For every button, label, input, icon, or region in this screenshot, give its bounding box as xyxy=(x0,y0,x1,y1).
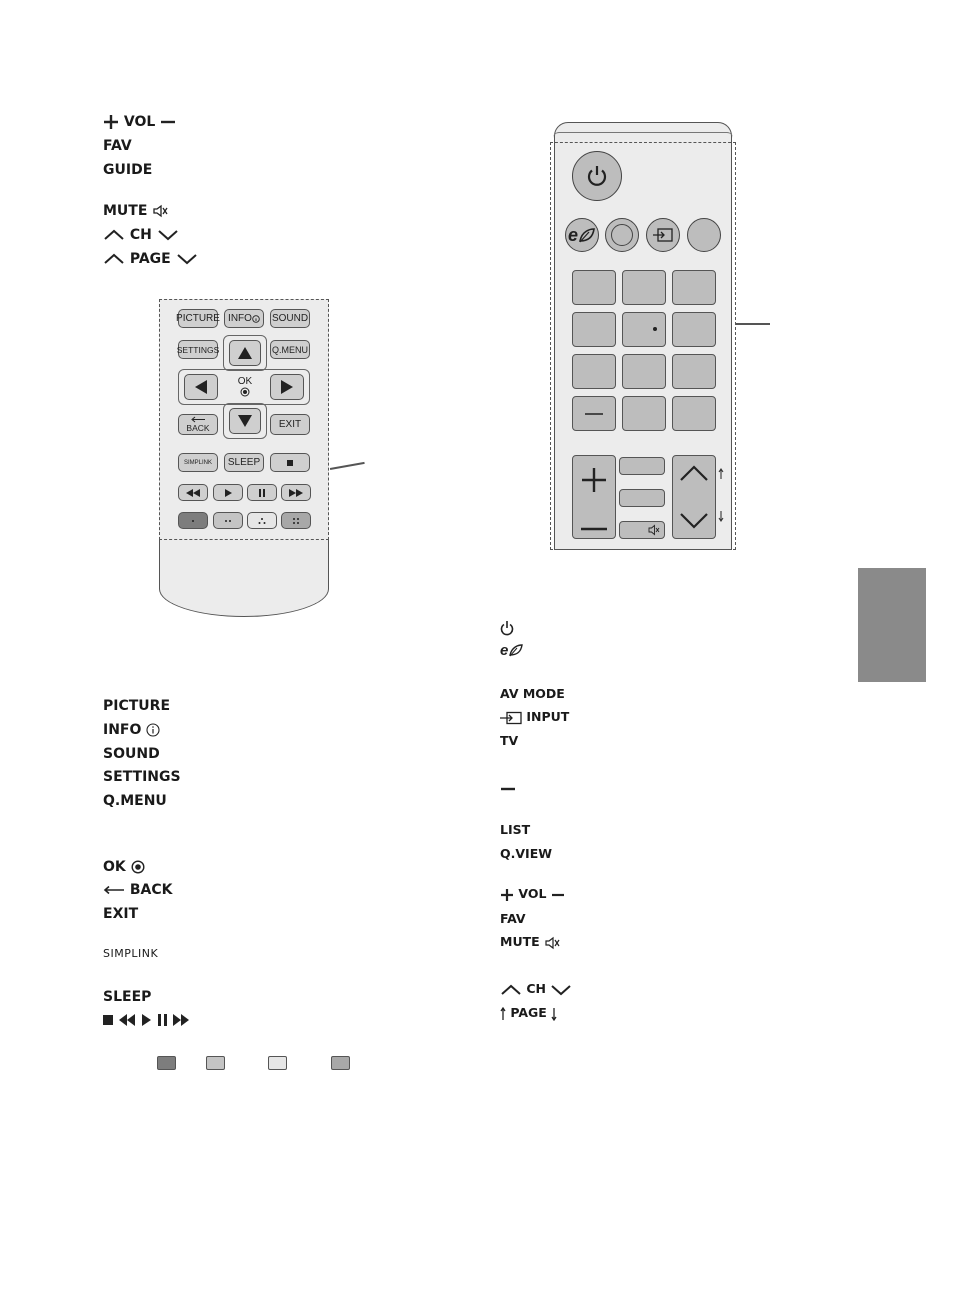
yellow-key-swatch xyxy=(268,1056,287,1070)
power-button[interactable] xyxy=(572,151,622,201)
page-label-row xyxy=(103,250,198,268)
chevron-up-icon xyxy=(500,983,522,997)
plus-icon xyxy=(500,888,514,902)
chevron-up-icon xyxy=(679,464,709,482)
qview-label: Q.VIEW xyxy=(500,846,553,861)
number-key-7[interactable] xyxy=(572,354,616,389)
remote-upper-illustration xyxy=(550,122,736,550)
number-key-0[interactable] xyxy=(622,396,666,431)
section-tab xyxy=(858,568,926,682)
number-key-1[interactable] xyxy=(572,270,616,305)
chevron-down-icon xyxy=(176,252,198,266)
dash-key[interactable] xyxy=(572,396,616,431)
input-label: INPUT xyxy=(526,709,570,724)
pause-button[interactable] xyxy=(247,484,277,501)
page-up-mark-icon xyxy=(718,468,724,480)
minus-icon xyxy=(580,526,608,532)
energy-saving-label-row xyxy=(500,640,524,658)
tv-button[interactable] xyxy=(687,218,721,252)
rewind-button[interactable] xyxy=(178,484,208,501)
svg-text:e: e xyxy=(568,225,579,245)
playback-controls-icon xyxy=(103,1013,191,1027)
yellow-button[interactable] xyxy=(247,512,277,529)
ok-label: OK xyxy=(103,859,126,875)
ok-button[interactable] xyxy=(229,373,261,401)
mute-icon xyxy=(544,935,560,951)
sleep-button[interactable]: SLEEP xyxy=(224,453,264,472)
picture-label: PICTURE xyxy=(103,698,171,714)
guide-label: GUIDE xyxy=(103,162,153,178)
ch-label: CH xyxy=(129,227,152,243)
right-arrow-button[interactable] xyxy=(270,374,304,400)
fav-key[interactable] xyxy=(619,489,665,507)
plus-icon xyxy=(103,114,119,130)
green-button[interactable] xyxy=(213,512,243,529)
page-down-mark-icon xyxy=(718,510,724,522)
play-icon xyxy=(224,489,232,497)
page-up-mark-icon xyxy=(500,1007,506,1021)
qmenu-label: Q.MENU xyxy=(103,793,167,809)
mute-label-row-right xyxy=(500,933,560,951)
ok-label-row xyxy=(103,858,145,876)
back-icon xyxy=(190,416,206,423)
sleep-label: SLEEP xyxy=(103,989,152,1005)
ok-icon xyxy=(240,387,250,397)
up-arrow-button[interactable] xyxy=(229,340,261,366)
number-key-6[interactable] xyxy=(672,312,716,347)
qview-key[interactable] xyxy=(619,457,665,475)
green-key-swatch xyxy=(206,1056,225,1070)
stop-icon xyxy=(286,459,294,467)
page-label-row-right xyxy=(500,1004,557,1022)
fast-forward-icon xyxy=(289,489,303,497)
triangle-up-icon xyxy=(237,346,253,360)
info-label: INFO xyxy=(103,722,142,738)
playback-icons-row xyxy=(103,1011,191,1029)
page-down-mark-icon xyxy=(551,1007,557,1021)
down-arrow-button[interactable] xyxy=(229,408,261,434)
chevron-down-icon xyxy=(679,512,709,530)
chevron-up-icon xyxy=(103,228,125,242)
fast-forward-button[interactable] xyxy=(281,484,311,501)
vol-label-row-right xyxy=(500,885,565,903)
pause-icon xyxy=(258,489,266,497)
page-label: PAGE xyxy=(129,251,171,267)
number-key-5[interactable] xyxy=(622,312,666,347)
stop-button[interactable] xyxy=(270,453,310,472)
callout-line xyxy=(736,323,770,325)
blue-button[interactable] xyxy=(281,512,311,529)
one-dot-icon xyxy=(188,518,198,524)
rewind-icon xyxy=(186,489,200,497)
exit-button[interactable]: EXIT xyxy=(270,414,310,435)
back-button[interactable] xyxy=(178,414,218,435)
mute-label: MUTE xyxy=(103,203,148,219)
red-button[interactable] xyxy=(178,512,208,529)
input-label-row xyxy=(500,708,569,726)
ok-icon xyxy=(131,860,145,874)
three-dots-icon xyxy=(257,517,267,525)
sound-button[interactable]: SOUND xyxy=(270,309,310,328)
info-button[interactable] xyxy=(224,309,264,328)
vol-label-row xyxy=(103,113,176,131)
simplink-button[interactable]: SIMPLINK xyxy=(178,453,218,472)
left-arrow-button[interactable] xyxy=(184,374,218,400)
fav-label: FAV xyxy=(103,138,132,154)
input-icon xyxy=(653,228,673,242)
tv-label: TV xyxy=(500,733,519,748)
energy-saving-button[interactable] xyxy=(565,218,599,252)
mute-label-row xyxy=(103,202,168,220)
info-button-label: INFO xyxy=(228,312,252,324)
triangle-left-icon xyxy=(194,379,208,395)
play-button[interactable] xyxy=(213,484,243,501)
energy-saving-icon xyxy=(568,225,596,245)
list-label: LIST xyxy=(500,822,531,837)
energy-saving-icon xyxy=(500,642,524,658)
info-icon xyxy=(252,315,260,323)
number-key-2[interactable] xyxy=(622,270,666,305)
number-key-8[interactable] xyxy=(622,354,666,389)
vol-label-right: VOL xyxy=(518,886,547,901)
mute-icon xyxy=(648,524,660,536)
triangle-down-icon xyxy=(237,414,253,428)
blue-key-swatch xyxy=(331,1056,350,1070)
page-label-right: PAGE xyxy=(510,1005,547,1020)
back-label: BACK xyxy=(129,882,173,898)
back-button-label: BACK xyxy=(186,423,210,433)
av-mode-button[interactable] xyxy=(605,218,639,252)
plus-icon xyxy=(580,466,608,494)
dash-icon xyxy=(584,412,604,416)
channel-rocker[interactable] xyxy=(672,455,716,539)
settings-button[interactable]: SETTINGS xyxy=(178,340,218,359)
ok-button-label: OK xyxy=(237,376,253,387)
mute-icon xyxy=(152,203,168,219)
volume-rocker[interactable] xyxy=(572,455,616,539)
info-icon xyxy=(146,723,160,737)
chevron-down-icon xyxy=(157,228,179,242)
input-button[interactable] xyxy=(646,218,680,252)
back-label-row xyxy=(103,881,173,899)
sound-label: SOUND xyxy=(103,746,160,762)
dash-label-row xyxy=(500,779,516,797)
ch-label-right: CH xyxy=(526,981,546,996)
settings-label: SETTINGS xyxy=(103,769,181,785)
exit-label: EXIT xyxy=(103,906,139,922)
dash-icon xyxy=(500,785,516,793)
simplink-label: SIMPLINK xyxy=(103,947,159,960)
simplink-label-row xyxy=(103,945,158,963)
triangle-right-icon xyxy=(280,379,294,395)
ch-label-row xyxy=(103,226,179,244)
circle-icon xyxy=(611,224,633,246)
red-key-swatch xyxy=(157,1056,176,1070)
picture-button[interactable]: PICTURE xyxy=(178,309,218,328)
input-icon xyxy=(500,711,522,725)
power-icon xyxy=(500,620,514,636)
list-key[interactable] xyxy=(672,396,716,431)
number-key-3[interactable] xyxy=(672,270,716,305)
back-icon xyxy=(103,885,125,895)
ch-label-row-right xyxy=(500,980,572,998)
power-label-row xyxy=(500,618,514,636)
svg-text:e: e xyxy=(500,641,509,658)
vol-label: VOL xyxy=(123,114,156,130)
minus-icon xyxy=(551,888,565,902)
two-dots-icon xyxy=(223,518,233,524)
remote-lower-illustration xyxy=(159,299,329,617)
number-key-4[interactable] xyxy=(572,312,616,347)
four-dots-icon xyxy=(291,517,301,525)
callout-line xyxy=(330,462,365,470)
mute-key[interactable] xyxy=(619,521,665,539)
info-label-row xyxy=(103,721,160,739)
qmenu-button[interactable]: Q.MENU xyxy=(270,340,310,359)
mute-label-right: MUTE xyxy=(500,934,540,949)
tactile-dot-icon xyxy=(653,327,657,331)
number-key-9[interactable] xyxy=(672,354,716,389)
fav-label-right: FAV xyxy=(500,911,526,926)
minus-icon xyxy=(160,114,176,130)
chevron-down-icon xyxy=(550,983,572,997)
chevron-up-icon xyxy=(103,252,125,266)
av-mode-label: AV MODE xyxy=(500,686,565,701)
power-icon xyxy=(585,164,609,188)
